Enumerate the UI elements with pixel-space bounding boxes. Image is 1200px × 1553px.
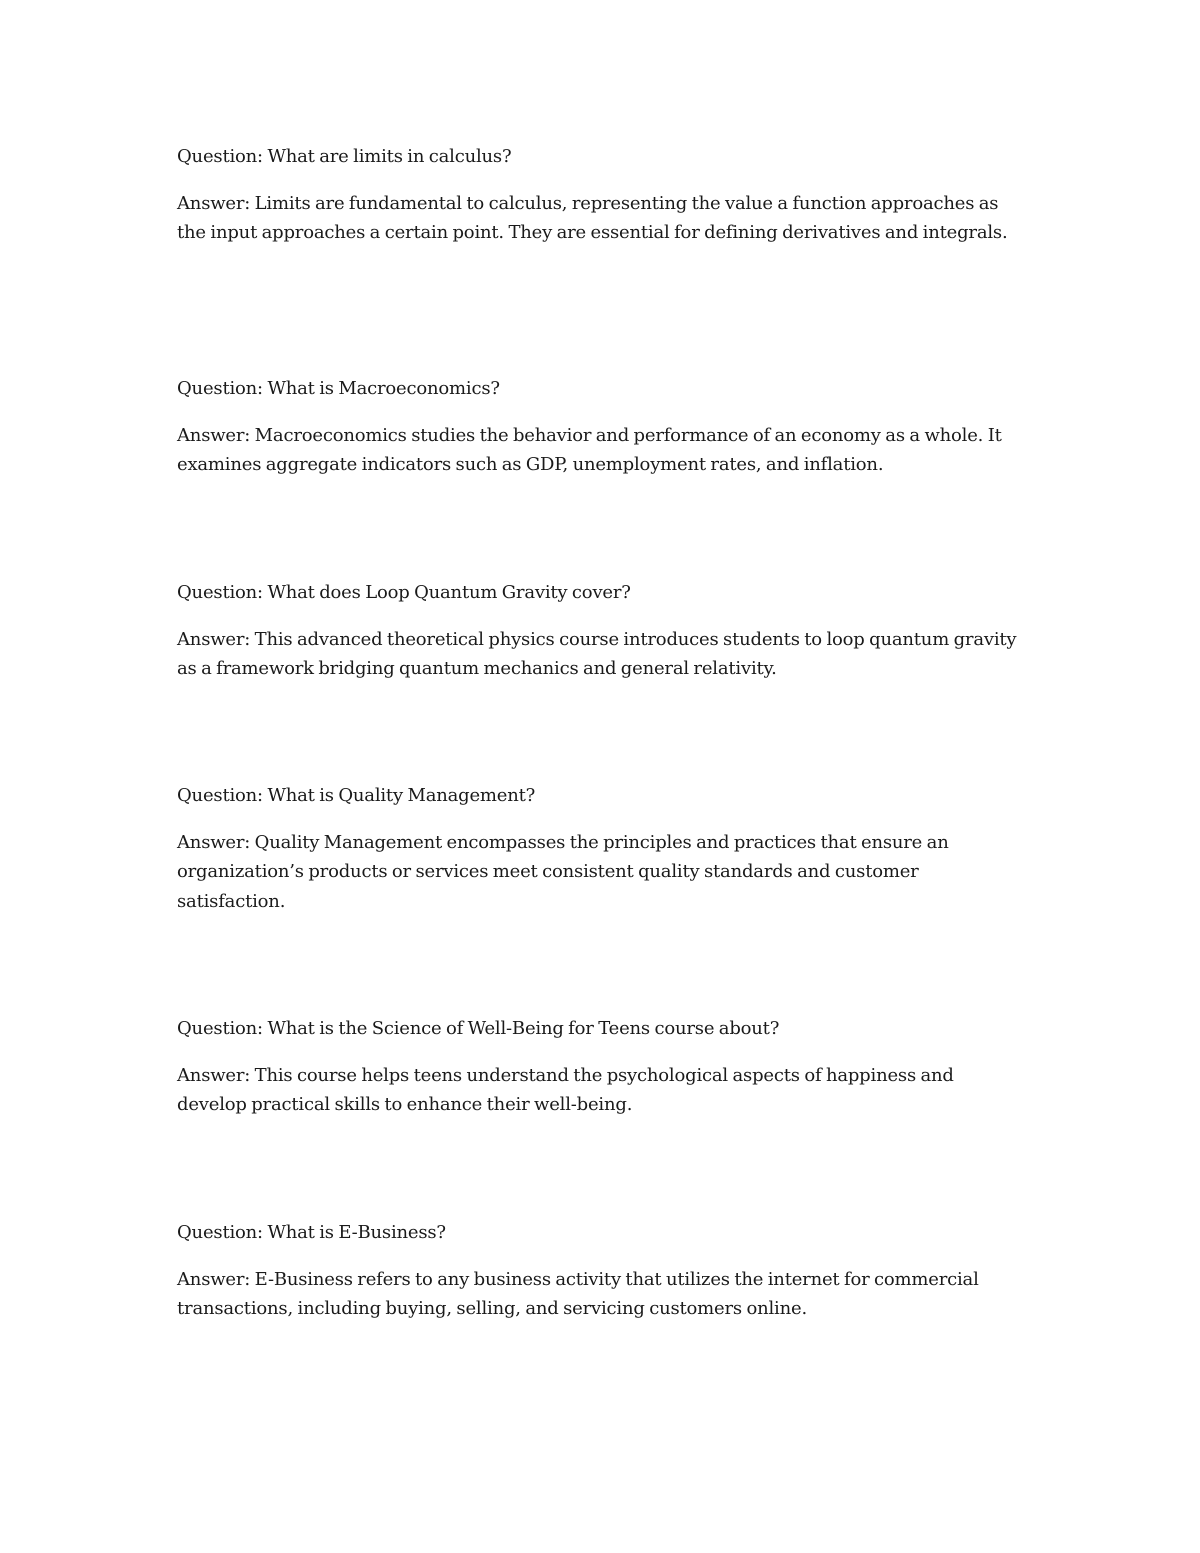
question-text: Question: What is Macroeconomics? (177, 378, 500, 399)
question-text: Question: What is Quality Management? (177, 785, 536, 806)
answer-text: Answer: This advanced theoretical physics course introduces students to loop quantum gravity as a framework bridging quantum mechanics and general relativity. (177, 628, 1017, 679)
answer-text: Answer: Macroeconomics studies the behavior and performance of an economy as a whole. It examines aggregate indicators such as GDP, unemployment rates, and inflation. (177, 424, 1002, 475)
answer-text: Answer: E-Business refers to any business activity that utilizes the internet for commercial transactions, including buying, selling, and servicing customers online. (177, 1268, 979, 1319)
qa-block-quality-management (177, 781, 1027, 916)
question-text: Question: What does Loop Quantum Gravity cover? (177, 582, 631, 603)
question-text: Question: What is the Science of Well-Being for Teens course about? (177, 1018, 780, 1039)
qa-block-well-being (177, 1014, 1027, 1120)
qa-block-e-business (177, 1218, 1027, 1324)
question-text: Question: What are limits in calculus? (177, 146, 512, 167)
answer-text: Answer: Quality Management encompasses the principles and practices that ensure an organization’s products or services meet consistent quality standards and customer satisfaction. (177, 831, 949, 912)
qa-block-limits (177, 142, 1027, 248)
qa-block-loop-quantum-gravity (177, 578, 1027, 684)
answer-text: Answer: This course helps teens understand the psychological aspects of happiness and develop practical skills to enhance their well-being. (177, 1064, 954, 1115)
answer-text: Answer: Limits are fundamental to calculus, representing the value a function approaches as the input approaches a certain point. They are essential for defining derivatives and integrals. (177, 192, 1008, 243)
qa-block-macroeconomics (177, 374, 1027, 480)
question-text: Question: What is E-Business? (177, 1222, 446, 1243)
